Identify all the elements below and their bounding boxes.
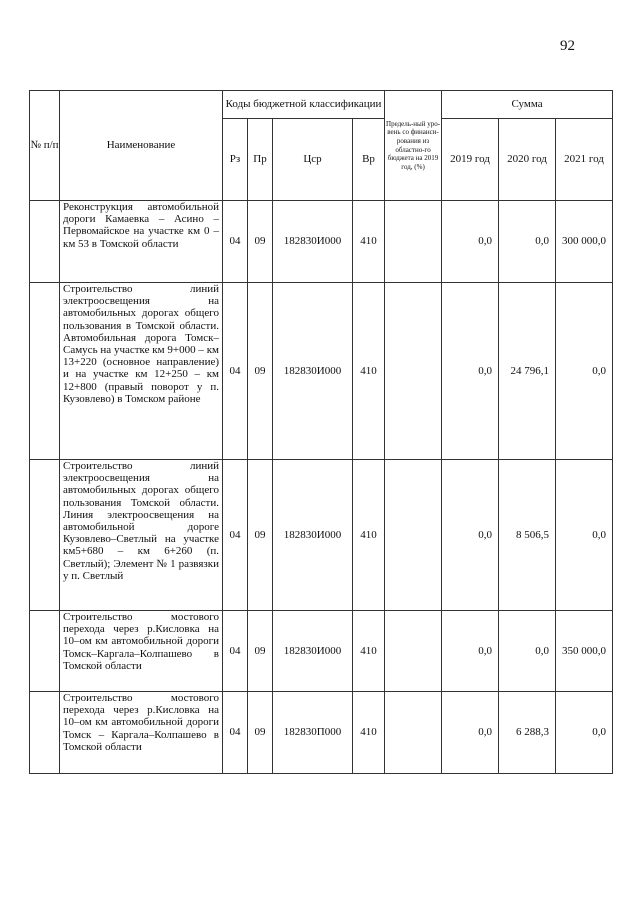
header-pr: Пр — [248, 119, 273, 201]
row-csr: 182830И000 — [273, 201, 353, 283]
row-2020: 0,0 — [499, 611, 556, 692]
row-pr: 09 — [248, 460, 273, 611]
row-2020: 0,0 — [499, 201, 556, 283]
table-row — [30, 201, 613, 283]
row-vr: 410 — [353, 692, 385, 774]
row-limit — [385, 283, 442, 460]
header-num: № п/п — [30, 91, 60, 201]
row-2021: 0,0 — [556, 283, 613, 460]
row-name: Реконструкция автомобильной дороги Камаевка – Асино – Первомайское на участке км 0 – км 53 в Томской области — [63, 201, 219, 250]
row-pr: 09 — [248, 611, 273, 692]
header-limit: Предель-ный уро-вень со финанси-рования из областно-го бюджета на 2019 год, (%) — [385, 91, 442, 201]
row-limit — [385, 201, 442, 283]
row-vr: 410 — [353, 201, 385, 283]
row-num — [30, 611, 60, 692]
row-num — [30, 283, 60, 460]
header-name: Наименование — [60, 91, 223, 201]
row-2019: 0,0 — [442, 201, 499, 283]
row-name: Строительство мостового перехода через р.Кисловка на 10–ом км автомобильной дороги Томск–Каргала–Колпашево в Томской области — [63, 611, 219, 672]
header-2019: 2019 год — [442, 119, 499, 201]
row-2019: 0,0 — [442, 460, 499, 611]
row-csr: 182830П000 — [273, 692, 353, 774]
header-vr: Вр — [353, 119, 385, 201]
row-limit — [385, 460, 442, 611]
row-rz: 04 — [223, 611, 248, 692]
header-2021: 2021 год — [556, 119, 613, 201]
row-rz: 04 — [223, 460, 248, 611]
header-rz: Рз — [223, 119, 248, 201]
row-2021: 350 000,0 — [556, 611, 613, 692]
row-pr: 09 — [248, 283, 273, 460]
row-name: Строительство линий электроосвещения на автомобильных дорогах общего пользования в Томской области. Автомобильная дорога Томск–Самусь на участке км 9+000 – км 13+220 (основное направление) и на участке км 12+250 – км 12+800 (правый поворот у п. Кузовлево) в Томском районе — [63, 283, 219, 405]
row-2019: 0,0 — [442, 692, 499, 774]
row-csr: 182830И000 — [273, 283, 353, 460]
budget-table — [29, 90, 613, 774]
header-sum: Сумма — [442, 91, 613, 119]
row-pr: 09 — [248, 201, 273, 283]
row-2021: 300 000,0 — [556, 201, 613, 283]
row-name: Строительство линий электроосвещения на автомобильных дорогах общего пользования Томской области. Линия электроосвещения на автомобильной дороге Кузовлево–Светлый на участке км5+680 – км 6+260 (п. Светлый); Элемент № 1 развязки у п. Светлый — [63, 460, 219, 582]
row-2021: 0,0 — [556, 460, 613, 611]
row-pr: 09 — [248, 692, 273, 774]
row-csr: 182830И000 — [273, 460, 353, 611]
row-vr: 410 — [353, 611, 385, 692]
row-name: Строительство мостового перехода через р.Кисловка на 10–ом км автомобильной дороги Томск – Каргала–Колпашево в Томской области — [63, 692, 219, 753]
row-limit — [385, 692, 442, 774]
row-2020: 6 288,3 — [499, 692, 556, 774]
table-row — [30, 283, 613, 460]
row-csr: 182830И000 — [273, 611, 353, 692]
row-2021: 0,0 — [556, 692, 613, 774]
page-number: 92 — [560, 38, 575, 54]
row-rz: 04 — [223, 201, 248, 283]
row-2020: 8 506,5 — [499, 460, 556, 611]
table-row — [30, 611, 613, 692]
row-num — [30, 201, 60, 283]
row-rz: 04 — [223, 692, 248, 774]
row-num — [30, 692, 60, 774]
row-2019: 0,0 — [442, 283, 499, 460]
header-csr: Цср — [273, 119, 353, 201]
header-2020: 2020 год — [499, 119, 556, 201]
row-2019: 0,0 — [442, 611, 499, 692]
row-2020: 24 796,1 — [499, 283, 556, 460]
header-budget-codes: Коды бюджетной классификации — [223, 91, 385, 119]
row-rz: 04 — [223, 283, 248, 460]
table-row — [30, 692, 613, 774]
row-num — [30, 460, 60, 611]
row-vr: 410 — [353, 283, 385, 460]
row-limit — [385, 611, 442, 692]
table-row — [30, 460, 613, 611]
row-vr: 410 — [353, 460, 385, 611]
